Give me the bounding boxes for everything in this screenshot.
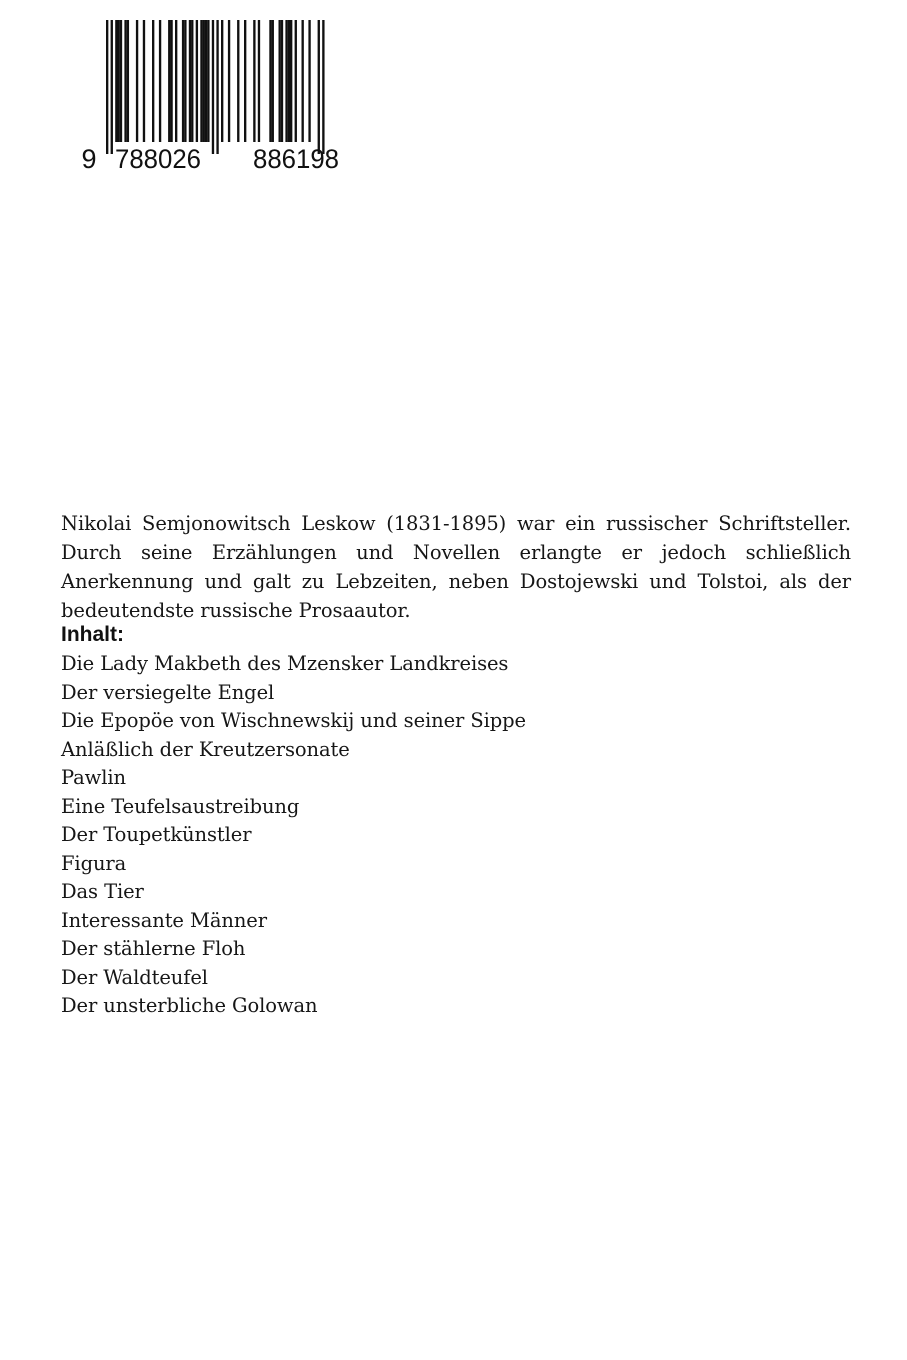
barcode-bar [272, 20, 274, 142]
barcode-right-digits: 886198 [253, 144, 339, 173]
contents-heading: Inhalt: [61, 623, 124, 646]
barcode-left-digits: 788026 [115, 144, 201, 173]
contents-item: Figura [61, 851, 127, 875]
contents-item: Der versiegelte Engel [61, 680, 275, 704]
barcode-guard-bar [111, 20, 113, 154]
barcode-bar [205, 20, 207, 142]
barcode-bar [290, 20, 292, 142]
contents-item: Anläßlich der Kreutzersonate [61, 737, 350, 761]
barcode-bar [228, 20, 230, 142]
contents-item: Eine Teufelsaustreibung [61, 794, 300, 818]
contents-item: Interessante Männer [61, 908, 267, 932]
barcode-bar [191, 20, 193, 142]
barcode-bar [136, 20, 138, 142]
contents-item: Die Epopöe von Wischnewskij und seiner Sippe [61, 709, 526, 732]
barcode-bar [258, 20, 260, 142]
barcode-bar [244, 20, 246, 142]
barcode-bar [159, 20, 161, 142]
barcode-bar [203, 20, 205, 142]
barcode-bar [253, 20, 255, 142]
barcode-bar [285, 20, 287, 142]
barcode-first-digit: 9 [81, 144, 97, 173]
barcode-bar [221, 20, 223, 142]
barcode-bar [118, 20, 120, 142]
barcode-bar [182, 20, 184, 142]
barcode-bar [237, 20, 239, 142]
isbn-barcode [80, 18, 350, 173]
barcode-bar [281, 20, 283, 142]
barcode-guard-bar [318, 20, 320, 154]
barcode-guard-bar [106, 20, 108, 154]
contents-item: Das Tier [61, 880, 144, 903]
book-description: Nikolai Semjonowitsch Leskow (1831-1895) war ein russischer Schriftsteller. Durch seine Erzählungen und Novellen erlangte er jedoch schließlich Anerkennung und galt zu Lebzeiten, neben Dostojewski und Tolstoi, als der bedeutendste russische Prosaautor. [61, 512, 851, 622]
barcode-bar [115, 20, 117, 142]
barcode-bar [170, 20, 172, 142]
barcode-bar [168, 20, 170, 142]
barcode-guard-bar [216, 20, 218, 154]
contents-item: Die Lady Makbeth des Mzensker Landkreises [61, 652, 509, 675]
barcode-bar [269, 20, 271, 142]
barcode-bar [127, 20, 129, 142]
barcode-bar [124, 20, 126, 142]
contents-item: Pawlin [61, 766, 126, 789]
barcode-bar [200, 20, 202, 142]
barcode-bar [288, 20, 290, 142]
barcode-bar [175, 20, 177, 142]
barcode-bar [279, 20, 281, 142]
contents-list [61, 650, 526, 1021]
barcode-bar [295, 20, 297, 142]
contents-item: Der unsterbliche Golowan [61, 994, 318, 1017]
barcode-bar [143, 20, 145, 142]
contents-item: Der Toupetkünstler [61, 823, 252, 846]
barcode-bar [120, 20, 122, 142]
barcode-bar [302, 20, 304, 142]
barcode-guard-bar [212, 20, 214, 154]
contents-item: Der Waldteufel [61, 965, 208, 989]
barcode-icon [80, 18, 350, 173]
barcode-bar [189, 20, 191, 142]
barcode-bar [207, 20, 209, 142]
barcode-bar [152, 20, 154, 142]
barcode-bar [196, 20, 198, 142]
barcode-guard-bar [322, 20, 324, 154]
barcode-bar [184, 20, 186, 142]
contents-item: Der stählerne Floh [61, 937, 246, 960]
barcode-bar [308, 20, 310, 142]
